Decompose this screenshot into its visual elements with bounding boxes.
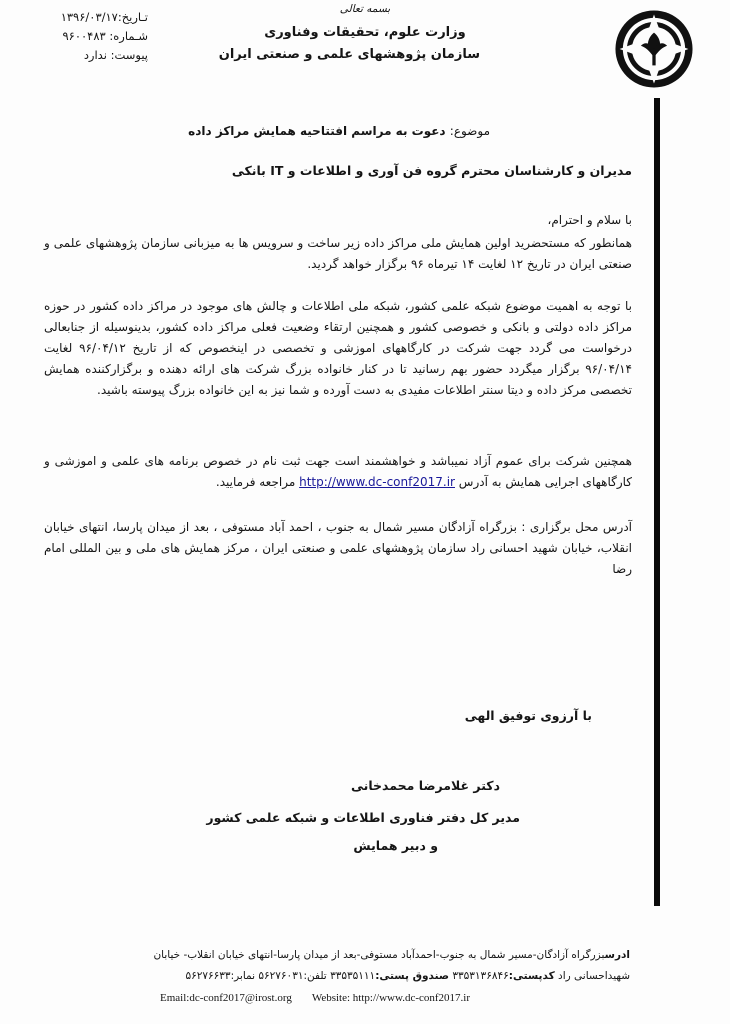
subject-text: دعوت به مراسم افتتاحیه همایش مراکز داده [188,124,446,138]
footer-address-text: بزرگراه آزادگان-مسیر شمال به جنوب-احمدآباد مستوفی-بعد از میدان پارسا-انتهای خیابان انقلاب- خیابان [153,949,605,961]
signatory-name: دکتر غلامرضا محمدخانی [351,778,500,793]
letter-number: شـماره: ۹۶۰۰۴۸۳ [62,29,148,43]
letter-attachment: پیوست: ندارد [83,48,148,62]
footer-postal-code: ۳۳۵۳۱۳۶۸۴۶ [452,970,509,982]
signatory-title-secondary: و دبیر همایش [353,838,438,853]
subject-line [190,124,490,138]
bismillah: بسمه تعالی [339,3,391,15]
footer-web [160,992,560,1004]
footer-pobox: ۳۳۵۳۵۱۱۱ [330,970,376,982]
margin-bar [654,98,660,906]
footer-website[interactable]: Website: http://www.dc-conf2017.ir [311,992,471,1004]
paragraph-registration [44,451,632,493]
addressee: مدیران و کارشناسان محترم گروه فن آوری و اطلاعات و IT بانکی [231,163,632,178]
paragraph-invitation: با توجه به اهمیت موضوع شبکه علمی کشور، شبکه ملی اطلاعات و چالش های موجود در مراکز داده کشور در حوزه مراکز داده دولتی و بانکی و خصوصی کشور و همچنین ارتقاء وضعیت فعلی مراکز داده کشور، بدینوسیله از جنابعالی درخواست می گردد جهت شرکت در کارگاههای اموزشی و تخصصی در اینخصوص که از تاریخ ۹۶/۰۴/۱۲ لغایت ۹۶/۰۴/۱۴ برگزار میگردد حضور بهم رسانید تا در کنار خانواده بزرگ شرکت های ارائه دهنده و برگزارکننده همایش تخصصی مرکز داده و دیتا سنتر اطلاعات مفیدی به دست آورده و شما نیز به این خانواده بزرگ پیوسته باشید. [44,299,632,397]
letter-meta [28,8,148,65]
organization-name: سازمان پژوهشهای علمی و صنعتی ایران [218,47,480,62]
irost-logo-icon [613,8,695,90]
footer-contacts: تلفن:۵۶۲۷۶۰۳۱ نمابر:۵۶۲۷۶۶۳۳ [185,970,327,982]
paragraph-intro: همانطور که مستحضرید اولین همایش ملی مراکز داده زیر ساخت و سرویس ها به میزبانی سازمان پژوهشهای علمی و صنعتی ایران در تاریخ ۱۲ لغایت ۱۴ تیرماه ۹۶ برگزار خواهد گردید. [44,236,632,271]
registration-text-end: مراجعه فرمایید. [215,475,296,489]
greeting: با سلام و احترام، [547,213,632,227]
footer-address [90,946,630,964]
footer-pobox-label: صندوق پستی: [375,970,450,982]
registration-link[interactable]: http://www.dc-conf2017.ir [299,475,455,489]
subject-label: موضوع: [449,124,490,138]
ministry-name: وزارت علوم، تحقیقات وفناوری [264,25,466,40]
letterhead [218,2,480,66]
paragraph-venue: آدرس محل برگزاری : بزرگراه آزادگان مسیر شمال به جنوب ، احمد آباد مستوفی ، بعد از میدان پارسا، انتهای خیابان انقلاب، خیابان شهید احسانی راد سازمان پژوهشهای علمی و صنعتی ایران ، مرکز همایش های ملی و بین المللی امام رضا [44,520,632,576]
registration-text: همچنین شرکت برای عموم آزاد نمیباشد و خواهشمند است جهت ثبت نام در خصوص برنامه های علمی و اموزشی و کارگاههای اجرایی همایش به آدرس [44,454,632,489]
footer-postal-label: کدپستی: [508,970,555,982]
footer-email[interactable]: Email:dc-conf2017@irost.org [160,992,292,1004]
signatory-title: مدیر کل دفتر فناوری اطلاعات و شبکه علمی کشور [206,810,520,825]
footer-address-label: ادرس [604,949,630,961]
letter-date: تـاریخ:۱۳۹۶/۰۳/۱۷ [60,10,148,24]
footer-postal [90,967,630,985]
footer-address-cont: شهیداحسانی راد [558,970,630,982]
closing-line: با آرزوی توفیق الهی [464,708,592,723]
